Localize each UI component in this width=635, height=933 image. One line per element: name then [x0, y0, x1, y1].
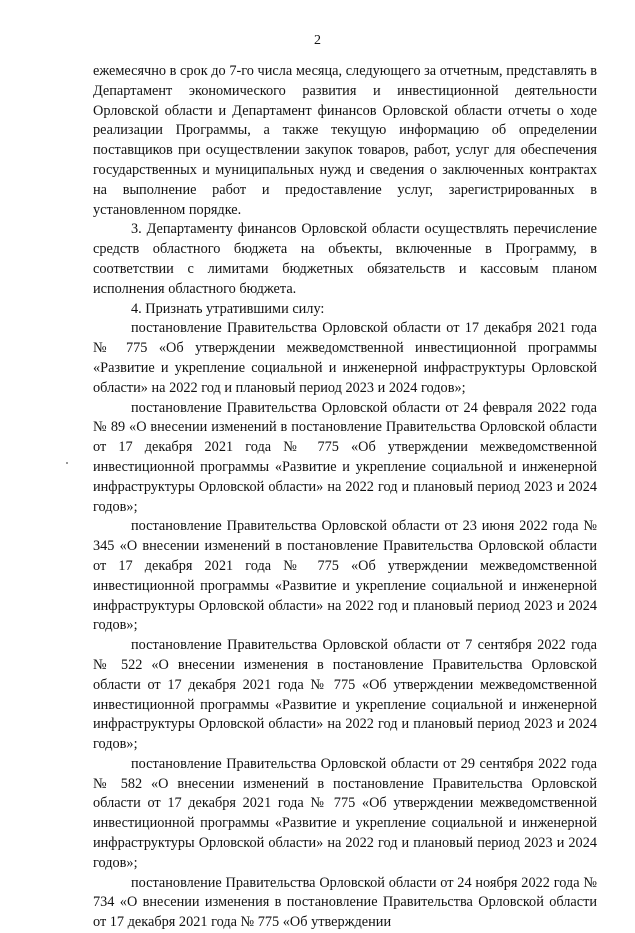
paragraph-repealed-resolution-582: постановление Правительства Орловской области от 29 сентября 2022 года № 582 «О внесении изменений в постановление Правительства Орловской области от 17 декабря 2021 года № 775 «Об утверждении межведомственной инвестиционной программы «Развитие и укрепление социальной и инженерной инфраструктуры Орловской области» на 2022 год и плановый период 2023 и 2024 годов»;: [93, 755, 597, 871]
paragraph-item-3-finance-department: 3. Департаменту финансов Орловской области осуществлять перечисление средств областного бюджета на объекты, включенные в Программу, в соответствии с лимитами бюджетных обязательств и кассовым планом исполнения областного бюджета.: [93, 221, 597, 297]
scan-speck: [530, 258, 532, 260]
paragraph-repealed-resolution-345: постановление Правительства Орловской области от 23 июня 2022 года № 345 «О внесении изменений в постановление Правительства Орловской области от 17 декабря 2021 года № 775 «Об утверждении межведомственной инвестиционной программы «Развитие и укрепление социальной и инженерной инфраструктуры Орловской области» на 2022 год и плановый период 2023 и 2024 годов»;: [93, 518, 597, 634]
page-number: 2: [314, 33, 321, 48]
scan-speck: [66, 462, 68, 464]
document-body: [93, 62, 597, 933]
paragraph-repealed-resolution-89: постановление Правительства Орловской области от 24 февраля 2022 года № 89 «О внесении изменений в постановление Правительства Орловской области от 17 декабря 2021 года № 775 «Об утверждении межведомственной инвестиционной программы «Развитие и укрепление социальной и инженерной инфраструктуры Орловской области» на 2022 год и плановый период 2023 и 2024 годов»;: [93, 399, 597, 515]
paragraph-repealed-resolution-775: постановление Правительства Орловской области от 17 декабря 2021 года № 775 «Об утверждении межведомственной инвестиционной программы «Развитие и укрепление социальной и инженерной инфраструктуры Орловской области» на 2022 год и плановый период 2023 и 2024 годов»;: [93, 320, 597, 396]
paragraph-repealed-resolution-734: постановление Правительства Орловской области от 24 ноября 2022 года № 734 «О внесении изменения в постановление Правительства Орловской области от 17 декабря 2021 года № 775 «Об утверждении: [93, 874, 597, 931]
paragraph-item-4-repeal-heading: 4. Признать утратившими силу:: [131, 300, 325, 317]
paragraph-repealed-resolution-522: постановление Правительства Орловской области от 7 сентября 2022 года № 522 «О внесении изменения в постановление Правительства Орловской области от 17 декабря 2021 года № 775 «Об утверждении межведомственной инвестиционной программы «Развитие и укрепление социальной и инженерной инфраструктуры Орловской области» на 2022 год и плановый период 2023 и 2024 годов»;: [93, 637, 597, 753]
paragraph-reporting-obligation: ежемесячно в срок до 7-го числа месяца, следующего за отчетным, представлять в Департамент экономического развития и инвестиционной деятельности Орловской области и Департамент финансов Орловской области отчеты о ходе реализации Программы, а также текущую информацию об определении поставщиков при осуществлении закупок товаров, работ, услуг для обеспечения государственных и муниципальных нужд и сведения о заключенных контрактах на выполнение работ и предоставление услуг, зарегистрированных в установленном порядке.: [93, 63, 597, 218]
